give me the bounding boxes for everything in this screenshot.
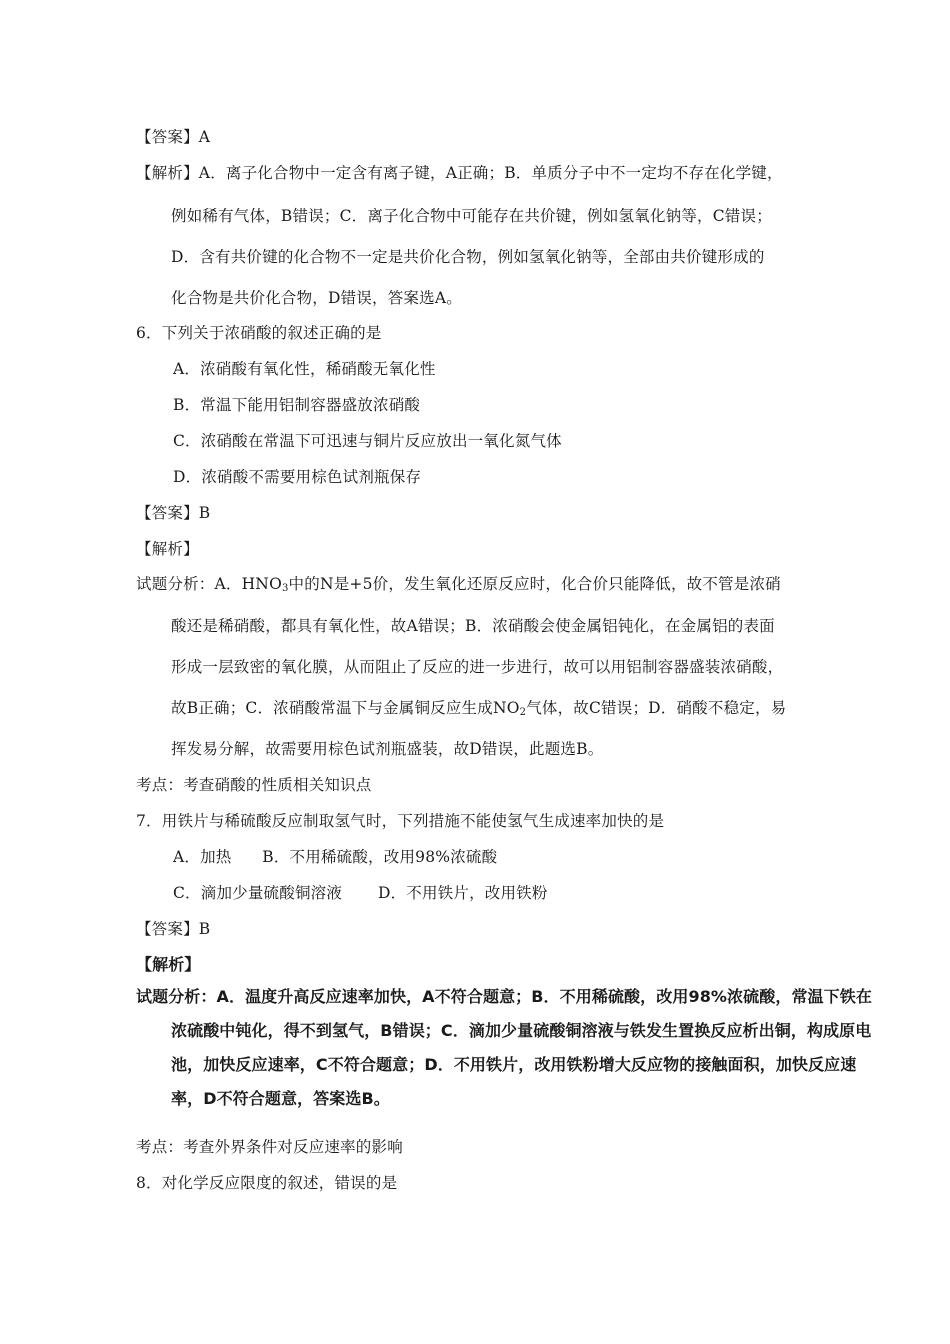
subscript: 3 xyxy=(281,583,289,594)
q7-answer: 【答案】B xyxy=(136,920,211,938)
q5-analysis-line-4: 化合物是共价化合物，D错误，答案选A。 xyxy=(171,289,462,307)
q6-option-d: D．浓硝酸不需要用棕色试剂瓶保存 xyxy=(173,468,422,486)
q7-analysis-title: 【解析】 xyxy=(136,955,201,974)
q6-option-b: B．常温下能用铝制容器盛放浓硝酸 xyxy=(173,396,421,414)
q6-analysis-title: 【解析】 xyxy=(136,540,199,558)
q7-options-row-1: A．加热 B．不用稀硫酸，改用98%浓硫酸 xyxy=(173,848,498,866)
q7-kaodian: 考点：考查外界条件对反应速率的影响 xyxy=(136,1138,403,1156)
q8-stem: 8．对化学反应限度的叙述，错误的是 xyxy=(136,1174,398,1192)
q6-stem: 6．下列关于浓硝酸的叙述正确的是 xyxy=(136,324,382,342)
subscript: 2 xyxy=(519,707,527,718)
q6-analysis-line-4: 故B正确；C．浓硝酸常温下与金属铜反应生成$NO_2$气体，故C错误；D．硝酸不稳定，易 xyxy=(171,699,787,718)
q5-answer: 【答案】A xyxy=(136,128,211,146)
q6-option-a: A．浓硝酸有氧化性，稀硝酸无氧化性 xyxy=(173,360,436,378)
q6-analysis-line-3: 形成一层致密的氧化膜，从而阻止了反应的进一步进行，故可以用铝制容器盛装浓硝酸， xyxy=(171,658,784,676)
q7-analysis-line-4: 率，D不符合题意，答案选B。 xyxy=(171,1089,390,1108)
q7-analysis-line-3: 池，加快反应速率，C不符合题意；D．不用铁片，改用铁粉增大反应物的接触面积，加快反应速 xyxy=(171,1055,857,1074)
q7-analysis-line-2: 浓硫酸中钝化，得不到氢气，B错误；C．滴加少量硫酸铜溶液与铁发生置换反应析出铜，构成原电 xyxy=(171,1021,872,1040)
q6-analysis-line-1: 试题分析：A．$HNO_3$中的N是+5价，发生氧化还原反应时，化合价只能降低，故不管是浓硝 xyxy=(136,575,781,594)
q7-options-row-2: C．滴加少量硫酸铜溶液 D．不用铁片，改用铁粉 xyxy=(173,884,548,902)
q5-analysis-line-1: 【解析】A．离子化合物中一定含有离子键，A正确；B．单质分子中不一定均不存在化学键， xyxy=(136,164,783,182)
q6-kaodian: 考点：考查硝酸的性质相关知识点 xyxy=(136,776,372,794)
q7-stem: 7．用铁片与稀硫酸反应制取氢气时，下列措施不能使氢气生成速率加快的是 xyxy=(136,812,665,830)
q5-analysis-line-3: D．含有共价键的化合物不一定是共价化合物，例如氢氧化钠等，全部由共价键形成的 xyxy=(171,248,765,266)
q5-analysis-line-2: 例如稀有气体，B错误；C．离子化合物中可能存在共价键，例如氢氧化钠等，C错误； xyxy=(171,207,772,225)
q6-option-c: C．浓硝酸在常温下可迅速与铜片反应放出一氧化氮气体 xyxy=(173,432,562,450)
q6-answer: 【答案】B xyxy=(136,504,211,522)
q7-analysis-line-1: 试题分析：A．温度升高反应速率加快，A不符合题意；B．不用稀硫酸，改用98%浓硫酸，常温下铁在 xyxy=(136,987,872,1006)
q6-analysis-line-2: 酸还是稀硝酸，都具有氧化性，故A错误；B．浓硝酸会使金属铝钝化，在金属铝的表面 xyxy=(171,617,775,635)
q6-analysis-line-5: 挥发易分解，故需要用棕色试剂瓶盛装，故D错误，此题选B。 xyxy=(171,740,604,758)
